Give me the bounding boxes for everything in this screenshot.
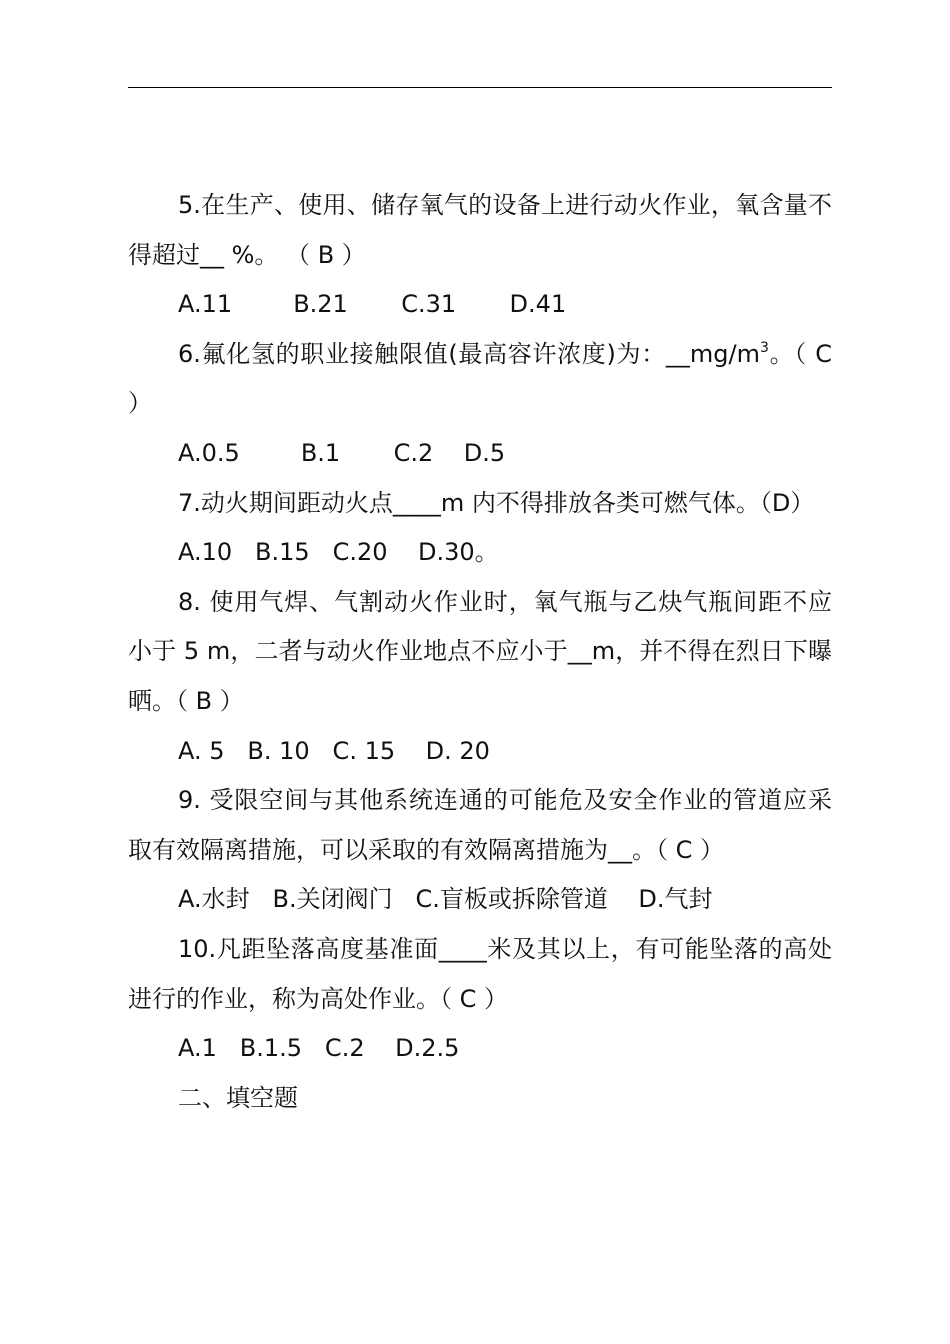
superscript-3: 3 — [759, 339, 769, 356]
question-9-options: A.水封 B.关闭阀门 C.盲板或拆除管道 D.气封 — [178, 885, 713, 914]
question-6 — [128, 330, 832, 429]
question-8-options: A. 5 B. 10 C. 15 D. 20 — [178, 736, 490, 765]
question-10-options: A.1 B.1.5 C.2 D.2.5 — [178, 1034, 460, 1063]
header-rule — [128, 87, 832, 88]
document-body — [128, 181, 832, 1123]
question-5: 5.在生产、使用、储存氧气的设备上进行动火作业，氧含量不得超过__ %。 （ B ） — [128, 191, 832, 269]
section-title: 二、填空题 — [178, 1083, 298, 1112]
question-7-options: A.10 B.15 C.20 D.30。 — [178, 538, 499, 567]
question-8: 8. 使用气焊、气割动火作业时，氧气瓶与乙炔气瓶间距不应小于 5 m，二者与动火作业地点不应小于__m，并不得在烈日下曝晒。（ B ） — [128, 587, 832, 715]
question-7: 7.动火期间距动火点____m 内不得排放各类可燃气体。（D） — [178, 488, 815, 517]
question-9: 9. 受限空间与其他系统连通的可能危及安全作业的管道应采取有效隔离措施，可以采取的有效隔离措施为__。（ C ） — [128, 786, 832, 864]
question-6-answer: 。（ C ） — [128, 339, 832, 418]
question-10: 10.凡距坠落高度基准面____米及其以上，有可能坠落的高处进行的作业，称为高处作业。（ C ） — [128, 934, 832, 1013]
question-5-options: A.11 B.21 C.31 D.41 — [178, 290, 567, 319]
question-6-text: 6.氟化氢的职业接触限值(最高容许浓度)为：__mg/m — [178, 339, 760, 368]
question-6-options: A.0.5 B.1 C.2 D.5 — [178, 438, 506, 467]
